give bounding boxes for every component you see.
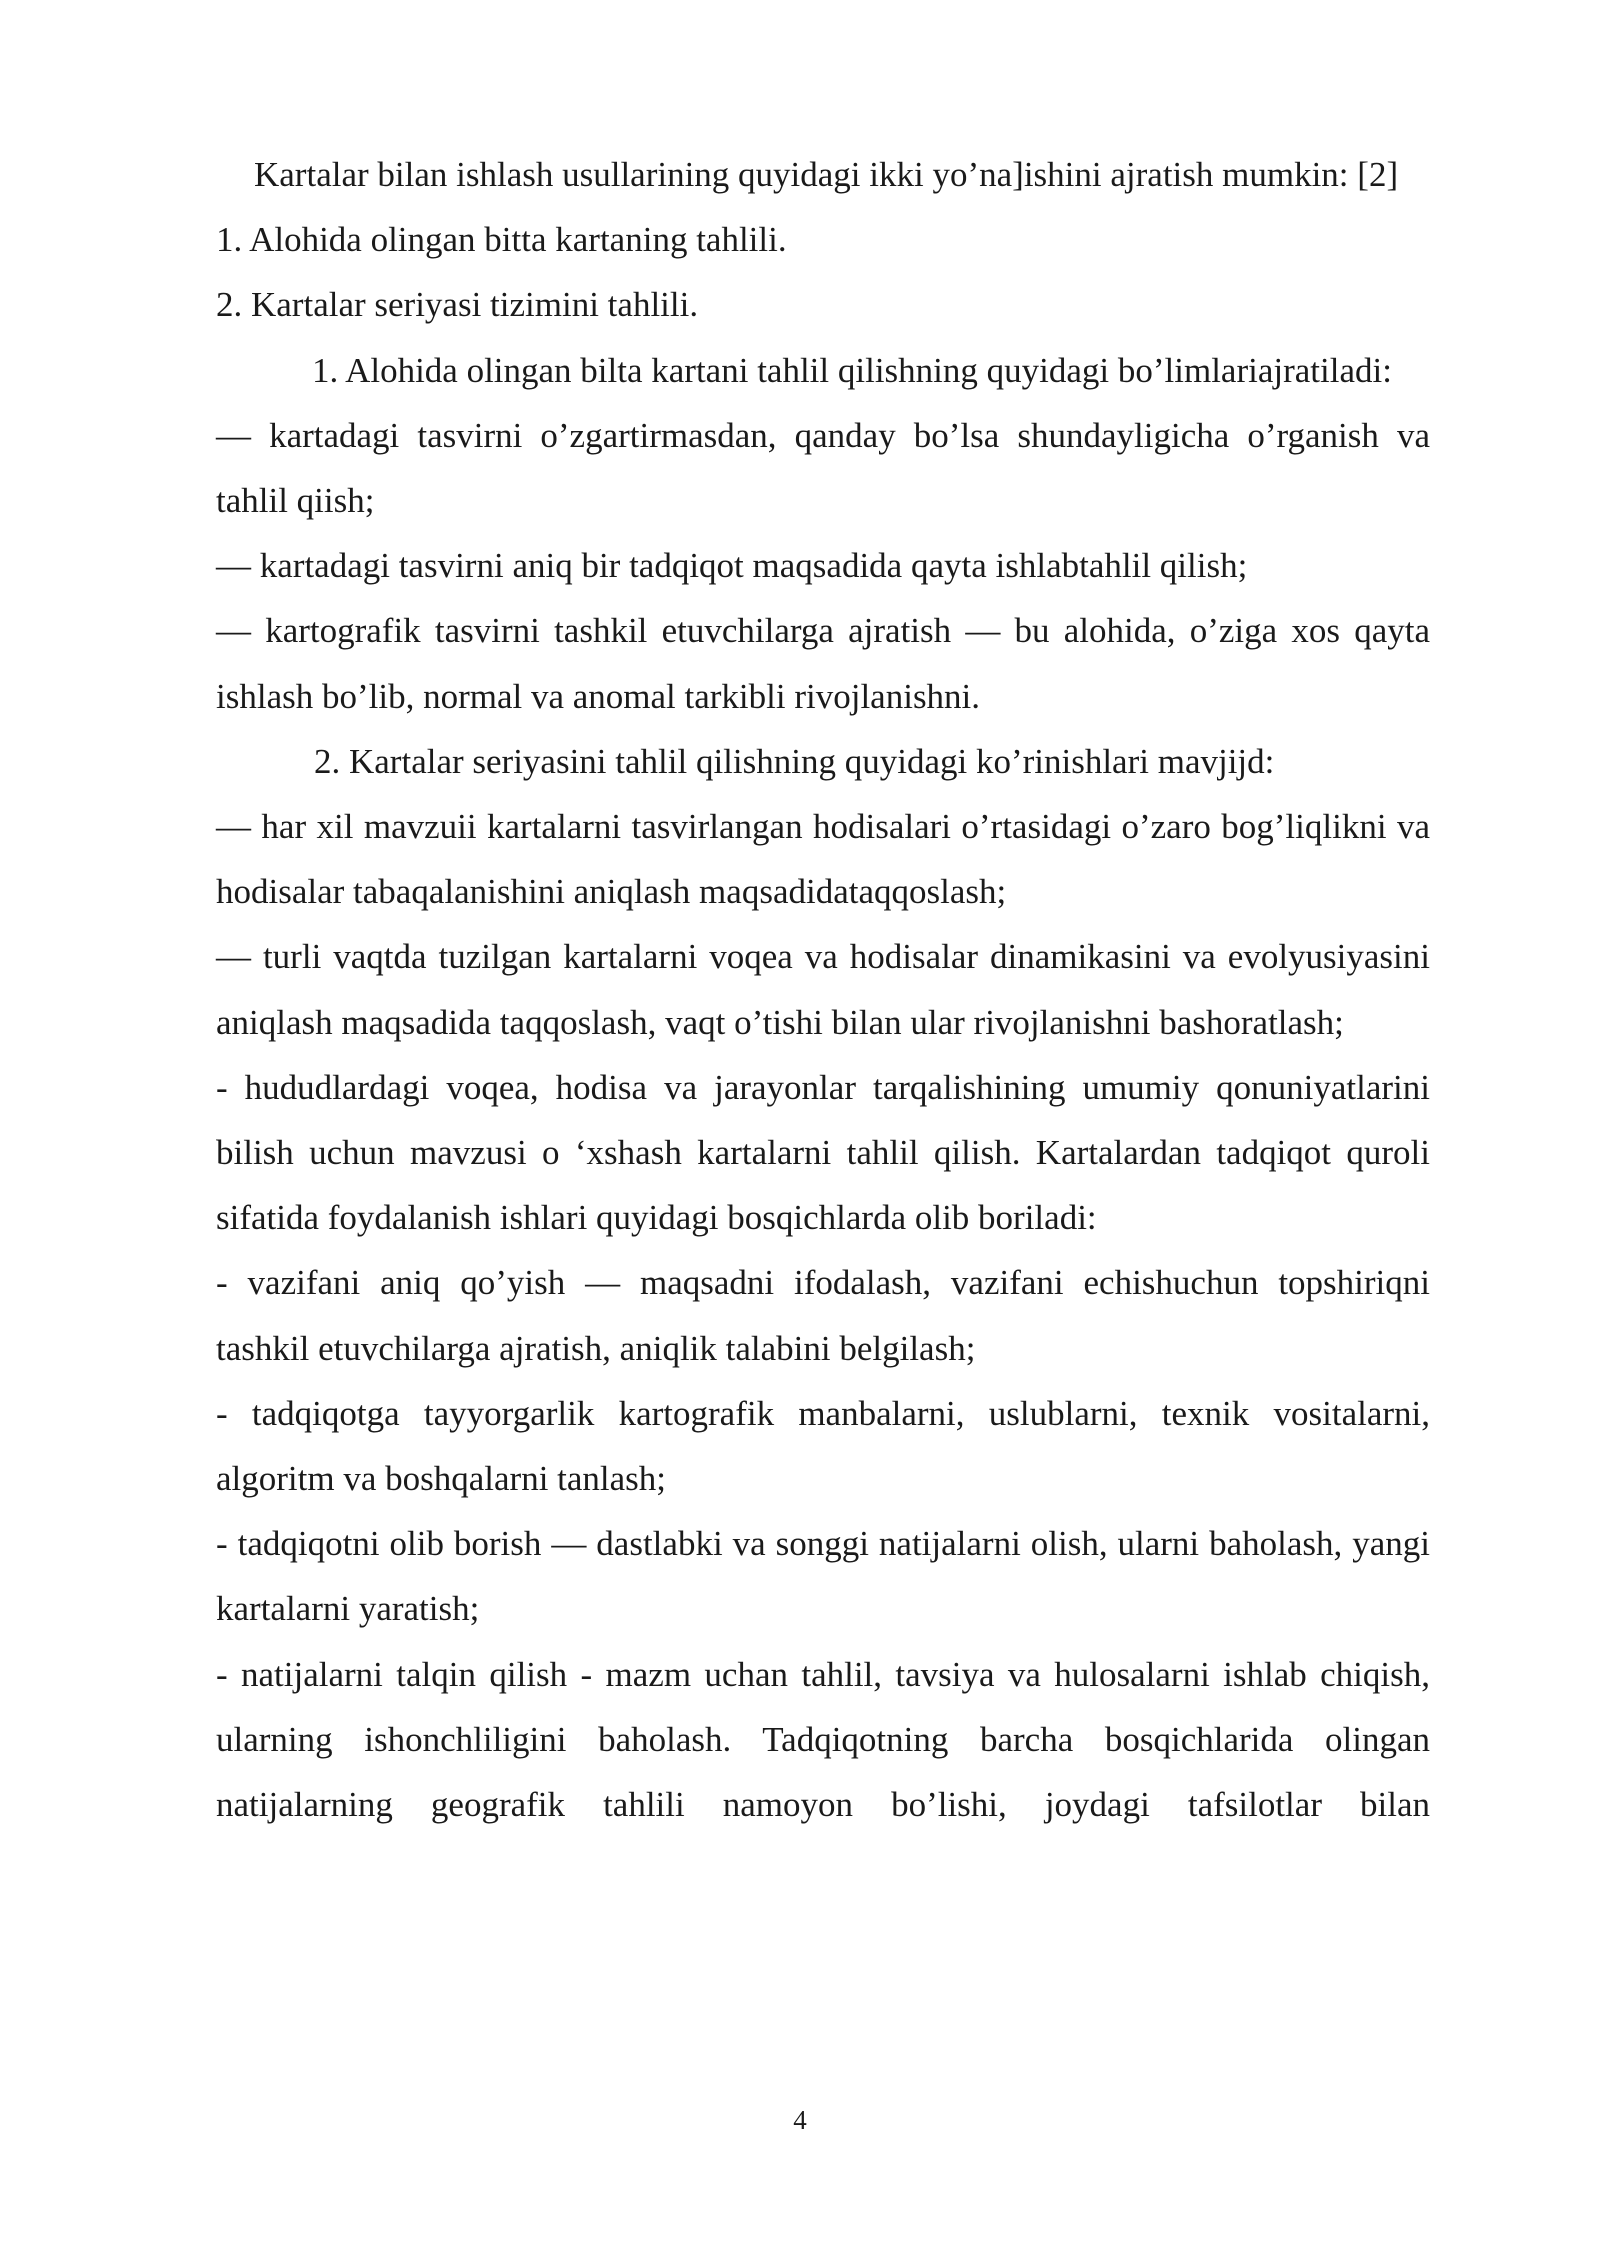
- body-text: [216, 142, 1430, 1837]
- page-number: 4: [793, 2105, 807, 2135]
- bullet-paragraph: - hududlardagi voqea, hodisa va jarayonlar tarqalishining umumiy qonuniyatlarini bilish uchun mavzusi o ‘xshash kartalarni tahlil qilish. Kartalardan tadqiqot quroli sifatida foydalanish ishlari quyidagi bosqichlarda olib boriladi:: [216, 1067, 1430, 1238]
- stage-paragraph: - tadqiqotni olib borish — dastlabki va songgi natijalarni olish, ularni baholash, yangi kartalarni yaratish;: [216, 1524, 1430, 1629]
- stage-paragraph: - vazifani aniq qo’yish — maqsadni ifodalash, vazifani echishuchun topshiriqni tashkil etuvchilarga ajratish, aniqlik talabini belgilash;: [216, 1263, 1430, 1368]
- stage-paragraph: - tadqiqotga tayyorgarlik kartografik manbalarni, uslublarni, texnik vositalarni, algoritm va boshqalarni tanlash;: [216, 1393, 1430, 1499]
- bullet-paragraph: — kartografik tasvirni tashkil etuvchilarga ajratish — bu alohida, o’ziga xos qayta ishlash bo’lib, normal va anomal tarkibli rivojlanishni.: [216, 611, 1430, 716]
- section-1-heading-paragraph: 1. Alohida olingan bilta kartani tahlil qilishning quyidagi bo’limlariajratiladi:: [312, 350, 1392, 390]
- stage-paragraph: - natijalarni talqin qilish - mazm uchan tahlil, tavsiya va hulosalarni ishlab chiqish, ularning ishonchliligini baholash. Tadqiqotning barcha bosqichlarida olingan natijalarning geografik tahlili namoyon bo’lishi, joydagi tafsilotlar bilan: [216, 1654, 1430, 1825]
- bullet-paragraph: — turli vaqtda tuzilgan kartalarni voqea va hodisalar dinamikasini va evolyusiyasini aniqlash maqsadida taqqoslash, vaqt o’tishi bilan ular rivojlanishni bashoratlash;: [216, 937, 1430, 1042]
- intro-paragraph: Kartalar bilan ishlash usullarining quyidagi ikki yo’na]ishini ajratish mumkin: [2]: [254, 155, 1399, 194]
- bullet-paragraph: — kartadagi tasvirni o’zgartirmasdan, qanday bo’lsa shundayligicha o’rganish va tahlil qiish;: [216, 415, 1430, 521]
- list-item-1: 1. Alohida olingan bitta kartaning tahlili.: [216, 220, 787, 260]
- bullet-paragraph: — kartadagi tasvirni aniq bir tadqiqot maqsadida qayta ishlabtahlil qilish;: [216, 546, 1248, 586]
- section-2-heading-paragraph: 2. Kartalar seriyasini tahlil qilishning quyidagi ko’rinishlari mavjijd:: [314, 741, 1275, 781]
- list-item-2: 2. Kartalar seriyasi tizimini tahlili.: [216, 285, 699, 325]
- bullet-paragraph: — har xil mavzuii kartalarni tasvirlangan hodisalari o’rtasidagi o’zaro bog’liqlikni va hodisalar tabaqalanishini aniqlash maqsadidataqqoslash;: [216, 807, 1430, 912]
